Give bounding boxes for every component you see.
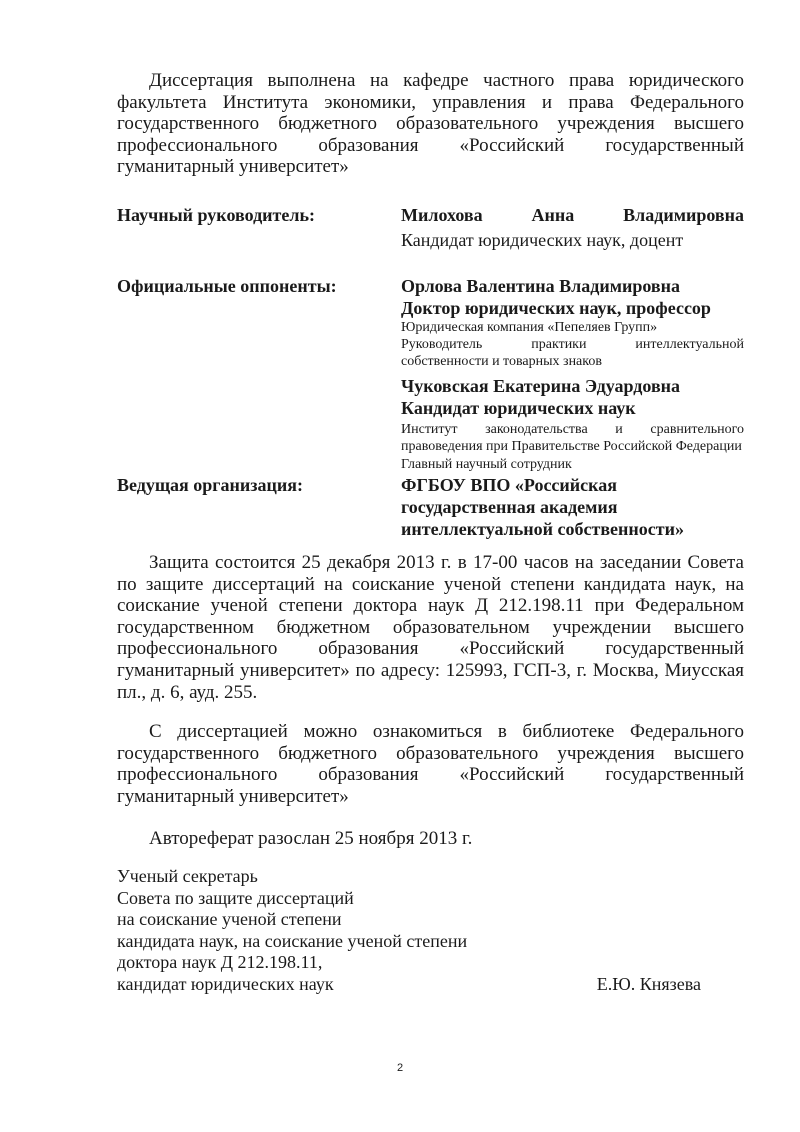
signature-final-line: [117, 974, 701, 996]
page-number: 2: [396, 1062, 404, 1074]
signature-line-5: доктора наук Д 212.198.11,: [117, 952, 323, 973]
opponent-2-degree: Кандидат юридических наук: [401, 397, 636, 418]
opponent-1-degree: Доктор юридических наук, профессор: [401, 297, 711, 318]
supervisor-details: [401, 204, 744, 251]
opponent-2-name: Чуковская Екатерина Эдуардовна: [401, 375, 681, 396]
signature-line-6: кандидат юридических наук: [117, 973, 334, 994]
supervisor-name: Милохова Анна Владимировна: [401, 204, 744, 225]
supervisor-label: Научный руководитель:: [117, 204, 315, 225]
opponents-row: [117, 275, 744, 473]
signature-line-3: на соискание ученой степени: [117, 909, 342, 930]
opponent-2-organization: Институт законодательства и сравнительного правоведения при Правительстве Российской Федерации: [401, 421, 744, 455]
signatory-name: Е.Ю. Князева: [596, 973, 701, 994]
leading-organization-line-2: государственная академия: [401, 496, 618, 517]
opponents-details: [401, 275, 744, 473]
signature-line-4: кандидата наук, на соискание ученой степени: [117, 930, 468, 951]
opponent-1-name: Орлова Валентина Владимировна: [401, 275, 681, 296]
mailing-paragraph: Автореферат разослан 25 ноября 2013 г.: [149, 827, 473, 849]
supervisor-degree: Кандидат юридических наук, доцент: [401, 229, 684, 250]
leading-organization-line-1: ФГБОУ ВПО «Российская: [401, 474, 617, 495]
supervisor-row: [117, 204, 744, 251]
library-paragraph: С диссертацией можно ознакомиться в библиотеке Федерального государственного бюджетного образовательного учреждения высшего профессионального образования «Российский государственный гуманитарный университет»: [117, 721, 744, 807]
defense-paragraph: Защита состоится 25 декабря 2013 г. в 17-00 часов на заседании Совета по защите диссертаций на соискание ученой степени кандидата наук, на соискание ученой степени доктора наук Д 212.198.11 при Федеральном государственном бюджетном образовательном учреждении высшего профессионального образования «Российский государственный гуманитарный университет» по адресу: 125993, ГСП-3, г. Москва, Миусская пл., д. 6, ауд. 255.: [117, 551, 744, 703]
opponent-1-organization: Юридическая компания «Пепеляев Групп»: [401, 319, 658, 335]
signature-line-2: Совета по защите диссертаций: [117, 887, 354, 908]
signature-line-1: Ученый секретарь: [117, 866, 258, 887]
leading-organization-row: [117, 474, 744, 540]
leading-organization-label: Ведущая организация:: [117, 474, 303, 495]
opponent-1-position: Руководитель практики интеллектуальной собственности и товарных знаков: [401, 336, 744, 370]
intro-paragraph: Диссертация выполнена на кафедре частного права юридического факультета Института экономики, управления и права Федерального государственного бюджетного образовательного учреждения высшего профессионального образования «Российский государственный гуманитарный университет»: [117, 70, 744, 178]
leading-organization-line-3: интеллектуальной собственности»: [401, 518, 684, 539]
document-page: [117, 70, 744, 995]
opponents-label: Официальные оппоненты:: [117, 275, 337, 296]
leading-organization-details: [401, 474, 744, 540]
opponent-2-position: Главный научный сотрудник: [401, 456, 572, 472]
signature-block: [117, 866, 744, 995]
